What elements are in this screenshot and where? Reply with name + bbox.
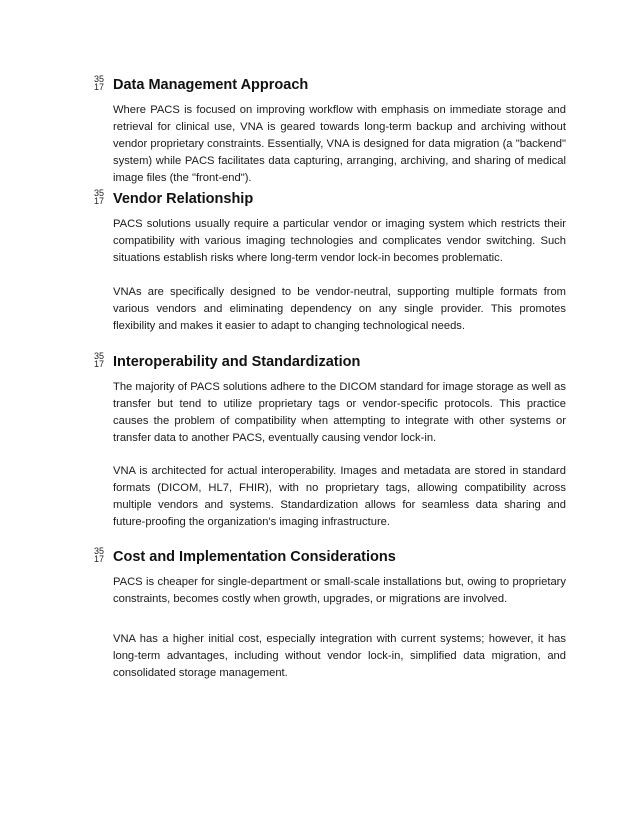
section-cost-implementation [92, 547, 566, 682]
marker-top: 35 [93, 546, 104, 556]
section-heading-row [92, 189, 566, 211]
section-heading: Cost and Implementation Considerations [113, 549, 396, 565]
section-vendor-relationship [92, 189, 566, 335]
section-data-management [92, 75, 566, 187]
marker-bottom: 17 [93, 554, 104, 564]
section-paragraph: VNA is architected for actual interoperability. Images and metadata are stored in standard formats (DICOM, HL7, FHIR), with no proprietary tags, allowing compatibility across multiple vendors and systems. Standardization allows for seamless data sharing and future-proofing the organization's imaging infrastructure. [113, 465, 566, 528]
section-marker [92, 352, 106, 368]
section-paragraph: VNA has a higher initial cost, especially integration with current systems; however, it has long-term advantages, including without vendor lock-in, simplified data migration, and consolidated storage management. [113, 633, 566, 679]
section-paragraph: VNAs are specifically designed to be vendor-neutral, supporting multiple formats from various vendors and eliminating dependency on any single provider. This promotes flexibility and makes it easier to adapt to changing technological needs. [113, 286, 566, 332]
marker-bottom: 17 [93, 82, 104, 92]
section-heading-row [92, 547, 566, 569]
section-interoperability [92, 352, 566, 531]
marker-bottom: 17 [93, 359, 104, 369]
section-marker [92, 75, 106, 91]
section-paragraph: The majority of PACS solutions adhere to the DICOM standard for image storage as well as transfer but tend to utilize proprietary tags or vendor-specific protocols. This practice causes the problem of compatibility when attempting to integrate with other systems or transfer data to another PACS, eventually causing vendor lock-in. [113, 381, 566, 444]
section-paragraph: Where PACS is focused on improving workflow with emphasis on immediate storage and retrieval for clinical use, VNA is geared towards long-term backup and archiving without vendor proprietary constraints. Essentially, VNA is designed for data migration (a "backend" system) while PACS facilitates data capturing, arranging, archiving, and sharing of medical image files (the "front-end"). [113, 104, 566, 184]
marker-top: 35 [93, 188, 104, 198]
section-heading-row [92, 75, 566, 97]
section-heading: Vendor Relationship [113, 191, 254, 207]
section-heading: Interoperability and Standardization [113, 354, 361, 370]
section-paragraph: PACS solutions usually require a particular vendor or imaging system which restricts their compatibility with various imaging technologies and complicates vendor switching. Such situations establish risks where long-term vendor lock-in becomes problematic. [113, 218, 566, 264]
section-marker [92, 547, 106, 563]
section-heading-row [92, 352, 566, 374]
section-paragraph: PACS is cheaper for single-department or small-scale installations but, owing to proprietary constraints, becomes costly when growth, upgrades, or migrations are involved. [113, 576, 566, 605]
section-heading: Data Management Approach [113, 77, 309, 93]
section-marker [92, 189, 106, 205]
marker-top: 35 [93, 74, 104, 84]
marker-bottom: 17 [93, 196, 104, 206]
marker-top: 35 [93, 351, 104, 361]
